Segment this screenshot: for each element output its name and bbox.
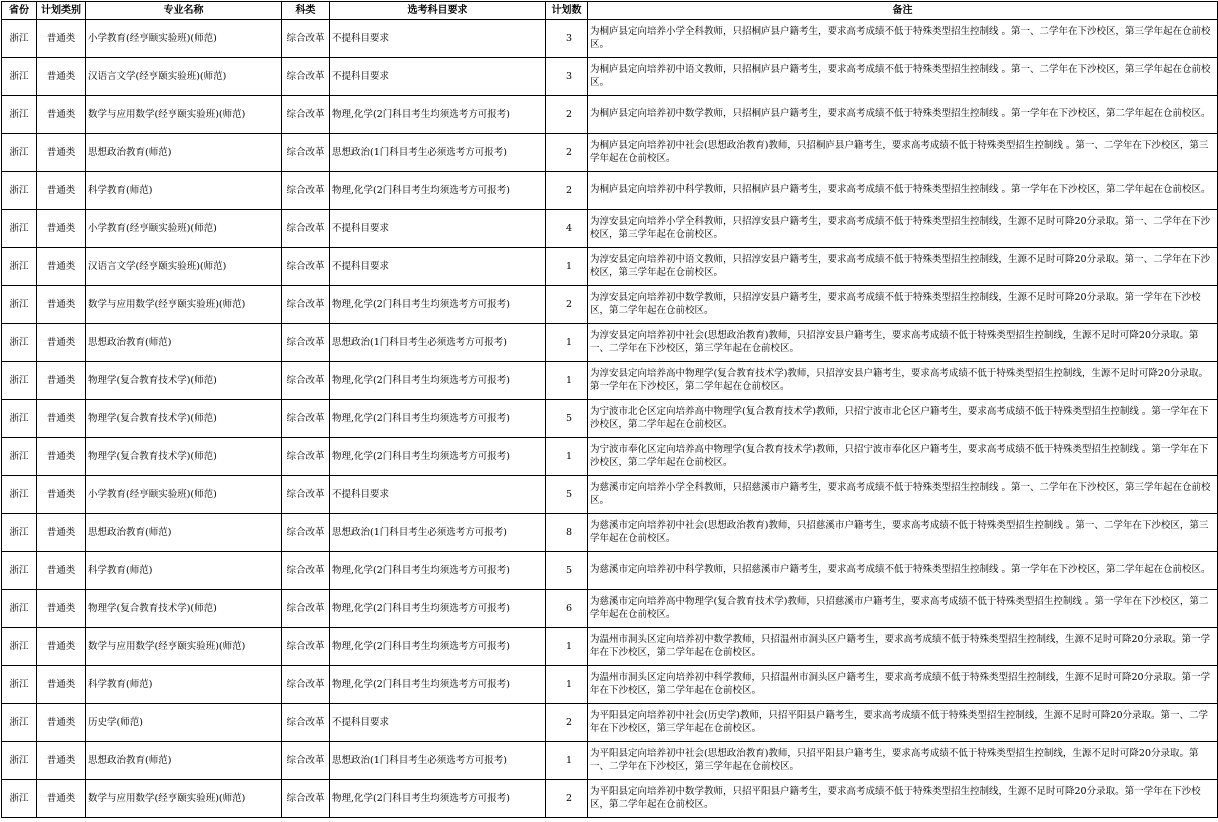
cell-subject-requirement: 不提科目要求 bbox=[330, 248, 546, 286]
cell-remarks: 为淳安县定向培养小学全科教师，只招淳安县户籍考生，要求高考成绩不低于特殊类型招生控制线，生源不足时可降20分录取。第一、二学年在下沙校区，第三学年起在仓前校区。 bbox=[588, 210, 1218, 248]
cell-subject-type: 综合改革 bbox=[282, 438, 330, 476]
cell-plan-count: 1 bbox=[546, 362, 588, 400]
cell-remarks: 为平阳县定向培养初中数学教师，只招平阳县户籍考生，要求高考成绩不低于特殊类型招生控制线，生源不足时可降20分录取。第一学年在下沙校区，第二学年起在仓前校区。 bbox=[588, 780, 1218, 818]
cell-major-name: 小学教育(经亨颐实验班)(师范) bbox=[86, 20, 282, 58]
cell-subject-type: 综合改革 bbox=[282, 172, 330, 210]
cell-plan-category: 普通类 bbox=[37, 324, 86, 362]
cell-plan-category: 普通类 bbox=[37, 172, 86, 210]
cell-subject-type: 综合改革 bbox=[282, 590, 330, 628]
table-row bbox=[2, 438, 1218, 476]
cell-remarks: 为淳安县定向培养高中物理学(复合教育技术学)教师，只招淳安县户籍考生，要求高考成绩不低于特殊类型招生控制线，生源不足时可降20分录取。第一学年在下沙校区，第二学年起在仓前校区。 bbox=[588, 362, 1218, 400]
table-row bbox=[2, 780, 1218, 818]
cell-remarks: 为温州市洞头区定向培养初中数学教师，只招温州市洞头区户籍考生，要求高考成绩不低于特殊类型招生控制线，生源不足时可降20分录取。第一学年在下沙校区，第二学年起在仓前校区。 bbox=[588, 628, 1218, 666]
cell-remarks: 为慈溪市定向培养初中社会(思想政治教育)教师，只招慈溪市户籍考生，要求高考成绩不低于特殊类型招生控制线 。第一、二学年在下沙校区，第三学年起在仓前校区。 bbox=[588, 514, 1218, 552]
cell-subject-requirement: 不提科目要求 bbox=[330, 20, 546, 58]
cell-plan-count: 2 bbox=[546, 286, 588, 324]
cell-remarks: 为慈溪市定向培养初中科学教师，只招慈溪市户籍考生，要求高考成绩不低于特殊类型招生控制线 。第一学年在下沙校区，第二学年起在仓前校区。 bbox=[588, 552, 1218, 590]
cell-province: 浙江 bbox=[2, 514, 37, 552]
cell-province: 浙江 bbox=[2, 438, 37, 476]
cell-major-name: 数学与应用数学(经亨颐实验班)(师范) bbox=[86, 96, 282, 134]
cell-subject-requirement: 物理,化学(2门科目考生均须选考方可报考) bbox=[330, 666, 546, 704]
cell-plan-count: 1 bbox=[546, 324, 588, 362]
cell-plan-category: 普通类 bbox=[37, 58, 86, 96]
header-subject-type: 科类 bbox=[282, 2, 330, 20]
cell-subject-type: 综合改革 bbox=[282, 476, 330, 514]
cell-plan-count: 6 bbox=[546, 590, 588, 628]
cell-remarks: 为桐庐县定向培养小学全科教师，只招桐庐县户籍考生，要求高考成绩不低于特殊类型招生控制线 。第一、二学年在下沙校区，第三学年起在仓前校区。 bbox=[588, 20, 1218, 58]
cell-plan-count: 4 bbox=[546, 210, 588, 248]
cell-subject-requirement: 物理,化学(2门科目考生均须选考方可报考) bbox=[330, 362, 546, 400]
cell-major-name: 科学教育(师范) bbox=[86, 552, 282, 590]
cell-major-name: 数学与应用数学(经亨颐实验班)(师范) bbox=[86, 780, 282, 818]
cell-province: 浙江 bbox=[2, 704, 37, 742]
cell-plan-count: 1 bbox=[546, 628, 588, 666]
cell-subject-type: 综合改革 bbox=[282, 324, 330, 362]
cell-major-name: 科学教育(师范) bbox=[86, 172, 282, 210]
cell-major-name: 思想政治教育(师范) bbox=[86, 324, 282, 362]
cell-plan-category: 普通类 bbox=[37, 248, 86, 286]
cell-province: 浙江 bbox=[2, 324, 37, 362]
cell-province: 浙江 bbox=[2, 476, 37, 514]
cell-plan-count: 1 bbox=[546, 666, 588, 704]
cell-major-name: 小学教育(经亨颐实验班)(师范) bbox=[86, 476, 282, 514]
cell-province: 浙江 bbox=[2, 362, 37, 400]
cell-subject-requirement: 不提科目要求 bbox=[330, 476, 546, 514]
cell-subject-requirement: 物理,化学(2门科目考生均须选考方可报考) bbox=[330, 438, 546, 476]
cell-plan-count: 8 bbox=[546, 514, 588, 552]
cell-province: 浙江 bbox=[2, 400, 37, 438]
cell-subject-requirement: 思想政治(1门科目考生必须选考方可报考) bbox=[330, 324, 546, 362]
cell-major-name: 数学与应用数学(经亨颐实验班)(师范) bbox=[86, 628, 282, 666]
cell-subject-requirement: 物理,化学(2门科目考生均须选考方可报考) bbox=[330, 552, 546, 590]
cell-province: 浙江 bbox=[2, 590, 37, 628]
cell-plan-count: 2 bbox=[546, 704, 588, 742]
cell-subject-type: 综合改革 bbox=[282, 552, 330, 590]
table-row bbox=[2, 590, 1218, 628]
header-row bbox=[2, 2, 1218, 20]
cell-remarks: 为淳安县定向培养初中数学教师，只招淳安县户籍考生，要求高考成绩不低于特殊类型招生控制线，生源不足时可降20分录取。第一学年在下沙校区，第二学年起在仓前校区。 bbox=[588, 286, 1218, 324]
cell-major-name: 物理学(复合教育技术学)(师范) bbox=[86, 590, 282, 628]
cell-subject-type: 综合改革 bbox=[282, 704, 330, 742]
cell-province: 浙江 bbox=[2, 286, 37, 324]
cell-plan-category: 普通类 bbox=[37, 362, 86, 400]
cell-province: 浙江 bbox=[2, 134, 37, 172]
cell-province: 浙江 bbox=[2, 742, 37, 780]
cell-subject-type: 综合改革 bbox=[282, 362, 330, 400]
cell-subject-requirement: 物理,化学(2门科目考生均须选考方可报考) bbox=[330, 96, 546, 134]
cell-province: 浙江 bbox=[2, 20, 37, 58]
cell-remarks: 为慈溪市定向培养小学全科教师，只招慈溪市户籍考生，要求高考成绩不低于特殊类型招生控制线 。第一、二学年在下沙校区，第三学年起在仓前校区。 bbox=[588, 476, 1218, 514]
cell-province: 浙江 bbox=[2, 248, 37, 286]
cell-subject-requirement: 物理,化学(2门科目考生均须选考方可报考) bbox=[330, 286, 546, 324]
cell-remarks: 为桐庐县定向培养初中社会(思想政治教育)教师，只招桐庐县户籍考生，要求高考成绩不低于特殊类型招生控制线 。第一、二学年在下沙校区，第三学年起在仓前校区。 bbox=[588, 134, 1218, 172]
cell-remarks: 为淳安县定向培养初中社会(思想政治教育)教师，只招淳安县户籍考生，要求高考成绩不低于特殊类型招生控制线，生源不足时可降20分录取。第一、二学年在下沙校区，第三学年起在仓前校区。 bbox=[588, 324, 1218, 362]
table-row bbox=[2, 96, 1218, 134]
cell-major-name: 汉语言文学(经亨颐实验班)(师范) bbox=[86, 58, 282, 96]
table-body bbox=[2, 20, 1218, 818]
cell-subject-requirement: 思想政治(1门科目考生必须选考方可报考) bbox=[330, 134, 546, 172]
header-major-name: 专业名称 bbox=[86, 2, 282, 20]
cell-subject-type: 综合改革 bbox=[282, 248, 330, 286]
cell-plan-count: 2 bbox=[546, 96, 588, 134]
cell-plan-category: 普通类 bbox=[37, 476, 86, 514]
header-plan-count: 计划数 bbox=[546, 2, 588, 20]
cell-plan-count: 3 bbox=[546, 20, 588, 58]
cell-plan-category: 普通类 bbox=[37, 286, 86, 324]
cell-remarks: 为淳安县定向培养初中语文教师，只招淳安县户籍考生，要求高考成绩不低于特殊类型招生控制线，生源不足时可降20分录取。第一、二学年在下沙校区，第三学年起在仓前校区。 bbox=[588, 248, 1218, 286]
table-row bbox=[2, 20, 1218, 58]
cell-plan-count: 5 bbox=[546, 552, 588, 590]
cell-province: 浙江 bbox=[2, 210, 37, 248]
cell-subject-requirement: 物理,化学(2门科目考生均须选考方可报考) bbox=[330, 628, 546, 666]
table-row bbox=[2, 666, 1218, 704]
cell-remarks: 为宁波市奉化区定向培养高中物理学(复合教育技术学)教师，只招宁波市奉化区户籍考生，要求高考成绩不低于特殊类型招生控制线 。第一学年在下沙校区，第二学年起在仓前校区。 bbox=[588, 438, 1218, 476]
table-header bbox=[2, 2, 1218, 20]
table-row bbox=[2, 514, 1218, 552]
cell-plan-category: 普通类 bbox=[37, 210, 86, 248]
cell-subject-type: 综合改革 bbox=[282, 286, 330, 324]
cell-remarks: 为慈溪市定向培养高中物理学(复合教育技术学)教师，只招慈溪市户籍考生，要求高考成绩不低于特殊类型招生控制线 。第一学年在下沙校区，第二学年起在仓前校区。 bbox=[588, 590, 1218, 628]
cell-subject-requirement: 不提科目要求 bbox=[330, 58, 546, 96]
cell-plan-category: 普通类 bbox=[37, 704, 86, 742]
header-remarks: 备注 bbox=[588, 2, 1218, 20]
cell-plan-category: 普通类 bbox=[37, 552, 86, 590]
table-row bbox=[2, 134, 1218, 172]
cell-plan-count: 2 bbox=[546, 172, 588, 210]
table-row bbox=[2, 58, 1218, 96]
cell-remarks: 为宁波市北仑区定向培养高中物理学(复合教育技术学)教师，只招宁波市北仑区户籍考生，要求高考成绩不低于特殊类型招生控制线 。第一学年在下沙校区，第二学年起在仓前校区。 bbox=[588, 400, 1218, 438]
header-subject-requirement: 选考科目要求 bbox=[330, 2, 546, 20]
cell-subject-type: 综合改革 bbox=[282, 780, 330, 818]
cell-remarks: 为平阳县定向培养初中社会(思想政治教育)教师，只招平阳县户籍考生，要求高考成绩不低于特殊类型招生控制线，生源不足时可降20分录取。第一、二学年在下沙校区，第三学年起在仓前校区。 bbox=[588, 742, 1218, 780]
cell-plan-count: 1 bbox=[546, 248, 588, 286]
cell-remarks: 为桐庐县定向培养初中语文教师，只招桐庐县户籍考生，要求高考成绩不低于特殊类型招生控制线 。第一、二学年在下沙校区，第三学年起在仓前校区。 bbox=[588, 58, 1218, 96]
cell-subject-requirement: 不提科目要求 bbox=[330, 210, 546, 248]
cell-plan-category: 普通类 bbox=[37, 134, 86, 172]
cell-subject-type: 综合改革 bbox=[282, 20, 330, 58]
cell-subject-requirement: 思想政治(1门科目考生必须选考方可报考) bbox=[330, 514, 546, 552]
cell-plan-count: 3 bbox=[546, 58, 588, 96]
cell-plan-category: 普通类 bbox=[37, 742, 86, 780]
table-row bbox=[2, 172, 1218, 210]
cell-major-name: 历史学(师范) bbox=[86, 704, 282, 742]
cell-plan-count: 5 bbox=[546, 400, 588, 438]
cell-plan-count: 1 bbox=[546, 438, 588, 476]
enrollment-plan-table bbox=[1, 1, 1218, 818]
table-row bbox=[2, 552, 1218, 590]
cell-major-name: 思想政治教育(师范) bbox=[86, 134, 282, 172]
cell-province: 浙江 bbox=[2, 552, 37, 590]
cell-plan-category: 普通类 bbox=[37, 628, 86, 666]
cell-plan-category: 普通类 bbox=[37, 20, 86, 58]
cell-subject-requirement: 不提科目要求 bbox=[330, 704, 546, 742]
cell-plan-count: 2 bbox=[546, 780, 588, 818]
cell-plan-category: 普通类 bbox=[37, 666, 86, 704]
cell-major-name: 小学教育(经亨颐实验班)(师范) bbox=[86, 210, 282, 248]
cell-remarks: 为温州市洞头区定向培养初中科学教师，只招温州市洞头区户籍考生，要求高考成绩不低于特殊类型招生控制线，生源不足时可降20分录取。第一学年在下沙校区，第二学年起在仓前校区。 bbox=[588, 666, 1218, 704]
cell-subject-type: 综合改革 bbox=[282, 666, 330, 704]
table-row bbox=[2, 362, 1218, 400]
cell-major-name: 思想政治教育(师范) bbox=[86, 742, 282, 780]
table-row bbox=[2, 286, 1218, 324]
cell-subject-type: 综合改革 bbox=[282, 742, 330, 780]
cell-subject-requirement: 物理,化学(2门科目考生均须选考方可报考) bbox=[330, 780, 546, 818]
cell-plan-category: 普通类 bbox=[37, 780, 86, 818]
cell-major-name: 汉语言文学(经亨颐实验班)(师范) bbox=[86, 248, 282, 286]
cell-subject-type: 综合改革 bbox=[282, 210, 330, 248]
cell-major-name: 物理学(复合教育技术学)(师范) bbox=[86, 400, 282, 438]
cell-province: 浙江 bbox=[2, 58, 37, 96]
table-row bbox=[2, 628, 1218, 666]
cell-subject-type: 综合改革 bbox=[282, 628, 330, 666]
cell-plan-category: 普通类 bbox=[37, 590, 86, 628]
table-row bbox=[2, 742, 1218, 780]
cell-plan-count: 2 bbox=[546, 134, 588, 172]
cell-province: 浙江 bbox=[2, 666, 37, 704]
cell-plan-category: 普通类 bbox=[37, 438, 86, 476]
cell-province: 浙江 bbox=[2, 172, 37, 210]
table-row bbox=[2, 704, 1218, 742]
cell-province: 浙江 bbox=[2, 628, 37, 666]
cell-subject-requirement: 物理,化学(2门科目考生均须选考方可报考) bbox=[330, 590, 546, 628]
cell-subject-type: 综合改革 bbox=[282, 400, 330, 438]
table-row bbox=[2, 210, 1218, 248]
cell-major-name: 数学与应用数学(经亨颐实验班)(师范) bbox=[86, 286, 282, 324]
table-row bbox=[2, 248, 1218, 286]
cell-subject-type: 综合改革 bbox=[282, 514, 330, 552]
cell-plan-category: 普通类 bbox=[37, 96, 86, 134]
cell-subject-type: 综合改革 bbox=[282, 134, 330, 172]
cell-province: 浙江 bbox=[2, 96, 37, 134]
header-province: 省份 bbox=[2, 2, 37, 20]
cell-subject-requirement: 物理,化学(2门科目考生均须选考方可报考) bbox=[330, 400, 546, 438]
cell-province: 浙江 bbox=[2, 780, 37, 818]
cell-major-name: 物理学(复合教育技术学)(师范) bbox=[86, 362, 282, 400]
cell-major-name: 科学教育(师范) bbox=[86, 666, 282, 704]
table-row bbox=[2, 400, 1218, 438]
cell-major-name: 物理学(复合教育技术学)(师范) bbox=[86, 438, 282, 476]
cell-subject-type: 综合改革 bbox=[282, 96, 330, 134]
cell-plan-category: 普通类 bbox=[37, 400, 86, 438]
cell-remarks: 为桐庐县定向培养初中数学教师，只招桐庐县户籍考生，要求高考成绩不低于特殊类型招生控制线 。第一学年在下沙校区，第二学年起在仓前校区。 bbox=[588, 96, 1218, 134]
cell-major-name: 思想政治教育(师范) bbox=[86, 514, 282, 552]
cell-plan-count: 1 bbox=[546, 742, 588, 780]
header-plan-category: 计划类别 bbox=[37, 2, 86, 20]
cell-subject-type: 综合改革 bbox=[282, 58, 330, 96]
cell-remarks: 为桐庐县定向培养初中科学教师，只招桐庐县户籍考生，要求高考成绩不低于特殊类型招生控制线 。第一学年在下沙校区，第二学年起在仓前校区。 bbox=[588, 172, 1218, 210]
cell-plan-category: 普通类 bbox=[37, 514, 86, 552]
table-row bbox=[2, 476, 1218, 514]
table-row bbox=[2, 324, 1218, 362]
cell-remarks: 为平阳县定向培养初中社会(历史学)教师，只招平阳县户籍考生，要求高考成绩不低于特殊类型招生控制线，生源不足时可降20分录取。第一、二学年在下沙校区，第三学年起在仓前校区。 bbox=[588, 704, 1218, 742]
cell-plan-count: 5 bbox=[546, 476, 588, 514]
cell-subject-requirement: 物理,化学(2门科目考生均须选考方可报考) bbox=[330, 172, 546, 210]
cell-subject-requirement: 思想政治(1门科目考生必须选考方可报考) bbox=[330, 742, 546, 780]
